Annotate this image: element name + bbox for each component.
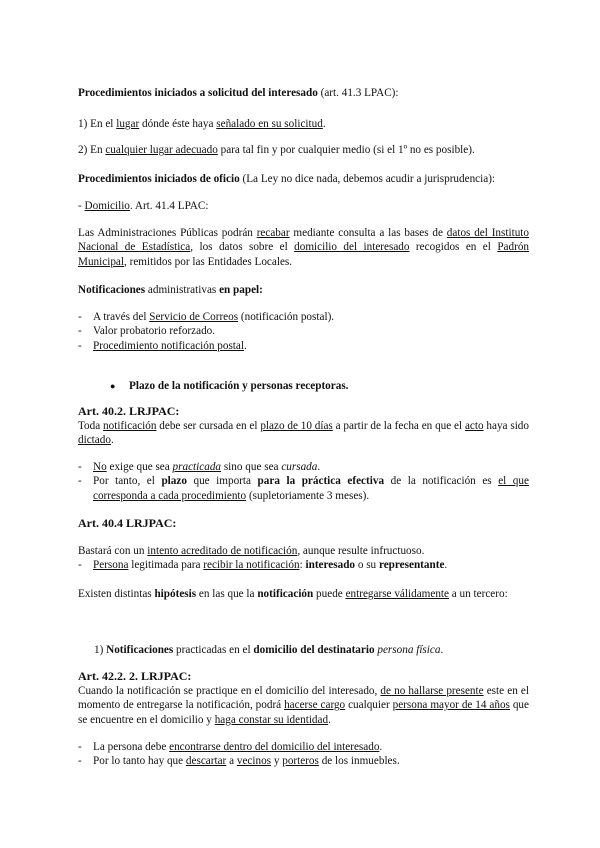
paragraph-domicilio: - Domicilio. Art. 41.4 LPAC: xyxy=(78,200,209,212)
list-item: - Persona legitimada para recibir la notificación: interesado o su representante. xyxy=(78,559,448,572)
list-item: - A través del Servicio de Correos (notificación postal). xyxy=(78,311,335,323)
list-persona-domicilio xyxy=(78,740,529,769)
paragraph-lugar-senalado: 1) En el lugar dónde éste haya señalado en su solicitud. xyxy=(78,118,326,130)
paragraph-solicitud-interesado: Procedimientos iniciados a solicitud del interesado (art. 41.3 LPAC): xyxy=(78,87,399,99)
list-notificacion-postal xyxy=(78,310,529,353)
list-item: - Valor probatorio reforzado. xyxy=(78,325,216,338)
list-item: - No exige que sea practicada sino que sea cursada. xyxy=(78,461,321,473)
list-item: - Procedimiento notificación postal. xyxy=(78,339,247,352)
article-42-2-text: Cuando la notificación se practique en el domicilio del interesado, de no hallarse presente este en el momento de entregarse la notificación, podrá hacerse cargo cualquier persona mayor de 14 años que se encuentre en el domicilio y haga constar su identidad. xyxy=(78,685,529,726)
paragraph-notificaciones-papel: Notificaciones administrativas en papel: xyxy=(78,284,263,296)
bullet-icon: ● xyxy=(110,381,116,391)
section-heading-plazo: ● Plazo de la notificación y personas receptoras. xyxy=(110,380,349,392)
article-42-2-heading: Art. 42.2. 2. LRJPAC: xyxy=(78,669,192,683)
article-40-4-text: Bastará con un intento acreditado de notificación, aunque resulte infructuoso. - Persona legitimada para recibir la notificación: interesado o su representante. xyxy=(78,544,529,573)
list-item: - Por lo tanto hay que descartar a vecinos y porteros de los inmuebles. xyxy=(78,755,400,768)
article-40-4-heading: Art. 40.4 LRJPAC: xyxy=(78,516,177,530)
list-item: - La persona debe encontrarse dentro del domicilio del interesado. xyxy=(78,741,383,753)
paragraph-iniciados-oficio: Procedimientos iniciados de oficio (La Ley no dice nada, debemos acudir a jurisprudencia): xyxy=(78,173,496,185)
paragraph-lugar-adecuado: 2) En cualquier lugar adecuado para tal fin y por cualquier medio (si el 1º no es posible). xyxy=(78,144,475,156)
paragraph-administraciones: Las Administraciones Públicas podrán recabar mediante consulta a las bases de datos del Instituto Nacional de Estadística, los datos sobre el domicilio del interesado recogidos en el Padrón Municipal, remitidos por las Entidades Locales. xyxy=(78,227,530,268)
article-40-2-heading: Art. 40.2. LRJPAC: xyxy=(78,404,180,418)
paragraph-domicilio-destinatario: 1) Notificaciones practicadas en el domicilio del destinatario persona física. xyxy=(94,644,444,656)
paragraph-hipotesis: Existen distintas hipótesis en las que la notificación puede entregarse válidamente a un tercero: xyxy=(78,588,508,600)
list-plazo xyxy=(78,460,529,503)
article-40-2-text: Toda notificación debe ser cursada en el plazo de 10 días a partir de la fecha en que el acto haya sido dictado. xyxy=(78,420,529,447)
list-item: - Por tanto, el plazo que importa para la práctica efectiva de la notificación es el que corresponda a cada procedimiento (supletoriamente 3 meses). xyxy=(78,475,529,502)
